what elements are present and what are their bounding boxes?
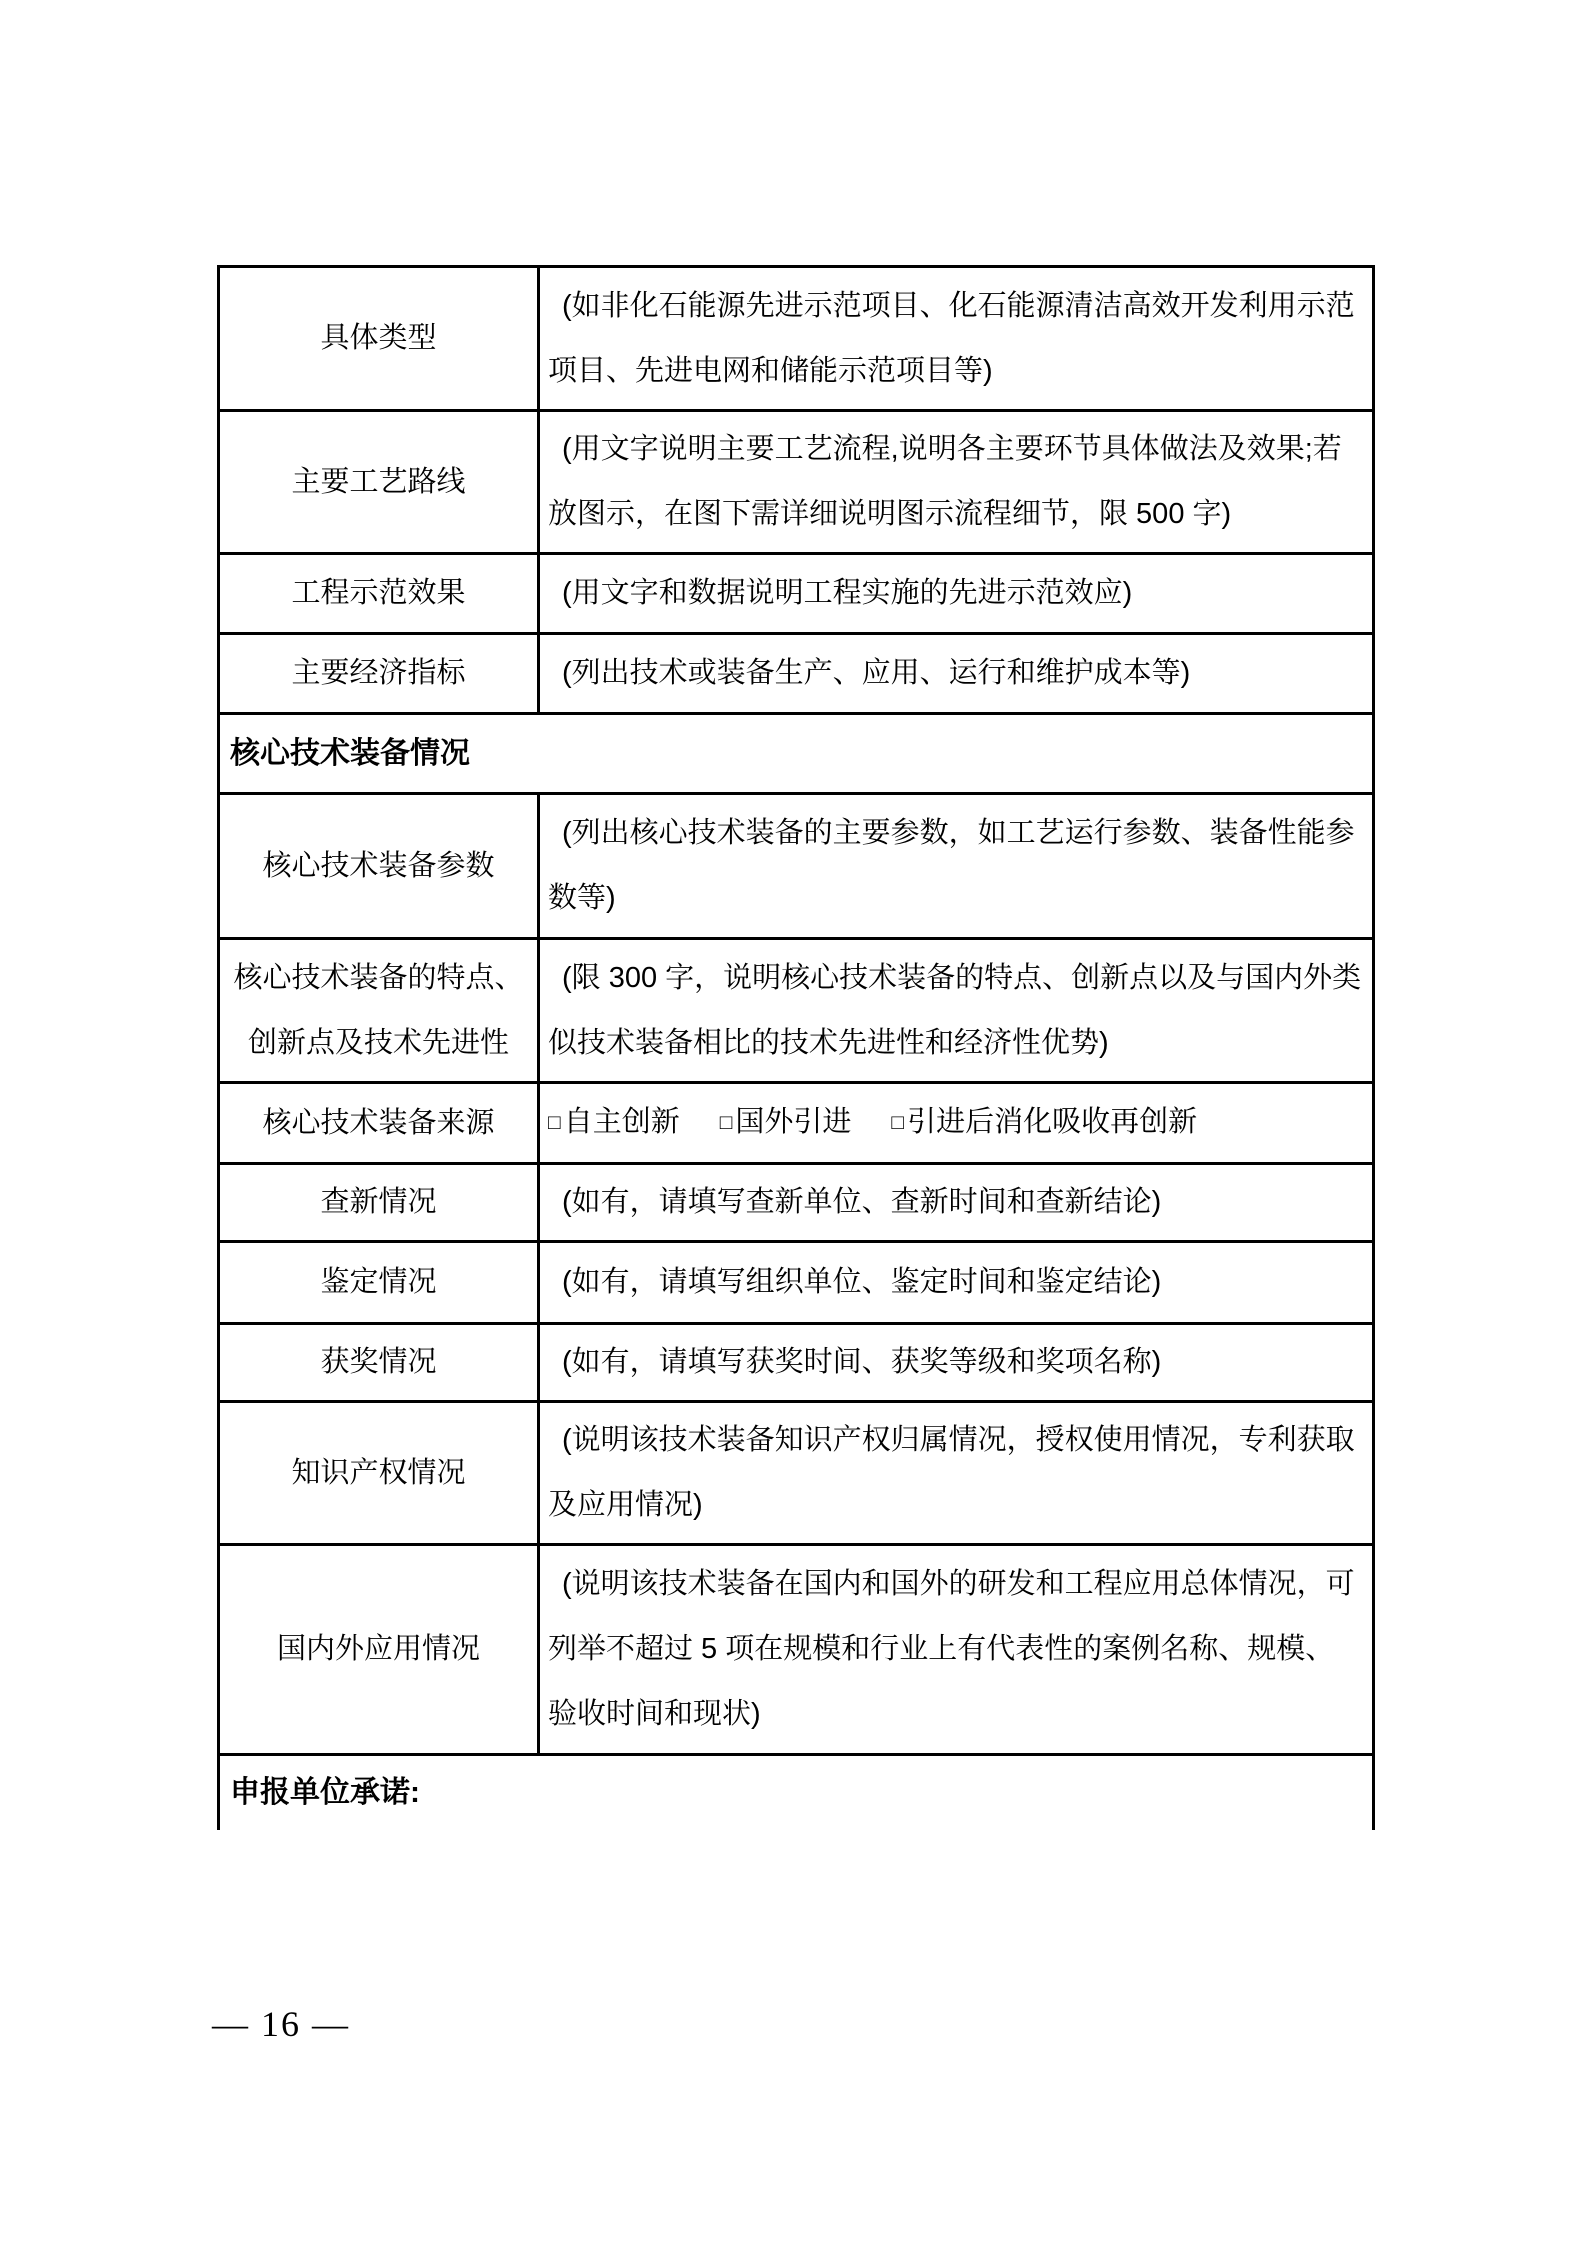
table-row (219, 714, 1374, 794)
table-row (219, 1242, 1374, 1324)
table-row (219, 267, 1374, 411)
table-row (219, 1755, 1374, 1830)
field-label: 核心技术装备参数 (219, 794, 539, 939)
table-row (219, 794, 1374, 939)
field-description: (如有，请填写查新单位、查新时间和查新结论) (539, 1164, 1374, 1242)
table-row (219, 939, 1374, 1083)
checkbox-option[interactable] (891, 1106, 1197, 1138)
page-number: — 16 — (212, 2004, 350, 2044)
section-header: 核心技术装备情况 (219, 714, 1374, 794)
field-label: 知识产权情况 (219, 1402, 539, 1545)
checkbox-option-label: 国外引进 (735, 1105, 852, 1138)
field-description: (如非化石能源先进示范项目、化石能源清洁高效开发利用示范项目、先进电网和储能示范项目等) (539, 267, 1374, 411)
application-form-table (217, 265, 1375, 1830)
checkbox-option-label: 引进后消化吸收再创新 (907, 1105, 1198, 1138)
field-label: 鉴定情况 (219, 1242, 539, 1324)
checkbox-option[interactable] (548, 1106, 680, 1138)
field-label: 具体类型 (219, 267, 539, 411)
field-description: (列出技术或装备生产、应用、运行和维护成本等) (539, 634, 1374, 714)
field-description: (用文字说明主要工艺流程,说明各主要环节具体做法及效果;若放图示，在图下需详细说明图示流程细节，限 500 字) (539, 411, 1374, 554)
field-label: 工程示范效果 (219, 554, 539, 634)
table-row (219, 1083, 1374, 1164)
checkbox-icon[interactable]: □ (891, 1110, 905, 1134)
field-description: (说明该技术装备知识产权归属情况，授权使用情况，专利获取及应用情况) (539, 1402, 1374, 1545)
field-description: (如有，请填写组织单位、鉴定时间和鉴定结论) (539, 1242, 1374, 1324)
checkbox-group (539, 1083, 1374, 1164)
field-description: (限 300 字，说明核心技术装备的特点、创新点以及与国内外类似技术装备相比的技术先进性和经济性优势) (539, 939, 1374, 1083)
field-description: (列出核心技术装备的主要参数，如工艺运行参数、装备性能参数等) (539, 794, 1374, 939)
field-label: 核心技术装备来源 (219, 1083, 539, 1164)
field-label: 查新情况 (219, 1164, 539, 1242)
table-row (219, 1324, 1374, 1402)
field-description: (说明该技术装备在国内和国外的研发和工程应用总体情况，可列举不超过 5 项在规模和行业上有代表性的案例名称、规模、验收时间和现状) (539, 1545, 1374, 1755)
checkbox-option-label: 自主创新 (563, 1105, 680, 1138)
field-label: 核心技术装备的特点、创新点及技术先进性 (219, 939, 539, 1083)
table-row (219, 634, 1374, 714)
table-row (219, 554, 1374, 634)
field-description: (用文字和数据说明工程实施的先进示范效应) (539, 554, 1374, 634)
field-label: 主要工艺路线 (219, 411, 539, 554)
field-label: 获奖情况 (219, 1324, 539, 1402)
checkbox-icon[interactable]: □ (719, 1110, 733, 1134)
table-row (219, 411, 1374, 554)
field-description: (如有，请填写获奖时间、获奖等级和奖项名称) (539, 1324, 1374, 1402)
table-row (219, 1164, 1374, 1242)
field-label: 主要经济指标 (219, 634, 539, 714)
checkbox-icon[interactable]: □ (548, 1110, 561, 1134)
form-table-body (219, 267, 1374, 1830)
field-label: 国内外应用情况 (219, 1545, 539, 1755)
table-row (219, 1545, 1374, 1755)
table-row (219, 1402, 1374, 1545)
checkbox-option[interactable] (720, 1106, 852, 1138)
section-header: 申报单位承诺: (219, 1755, 1374, 1830)
